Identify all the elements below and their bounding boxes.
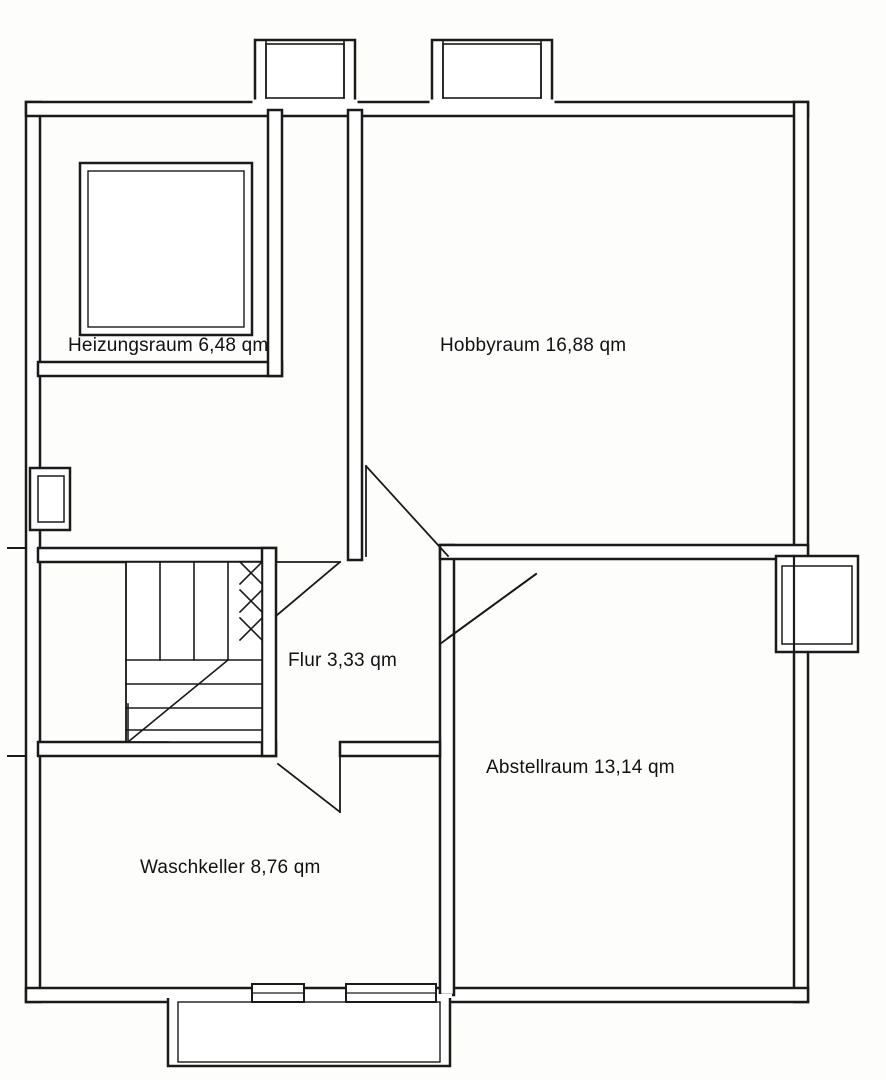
chimney-block [80,163,252,335]
room-label-heizungsraum: Heizungsraum 6,48 qm [68,335,269,356]
inner-wall-hobbyraum-bottom [440,545,808,559]
inner-wall-flur-bottom-left [340,742,440,756]
room-label-flur: Flur 3,33 qm [288,650,398,671]
dimension-ticks [8,548,26,756]
inner-wall-stair-right [262,548,276,756]
window-left-wall [30,468,70,530]
inner-wall-stair-top [38,548,276,562]
room-label-hobbyraum: Hobbyraum 16,88 qm [440,335,627,356]
inner-wall-vertical-abstellraum [440,545,454,995]
room-label-abstellraum: Abstellraum 13,14 qm [486,757,675,778]
inner-wall-stair-bottom [38,742,276,756]
staircase [126,562,262,742]
inner-wall-heizungsraum-bottom [38,362,282,376]
room-label-waschkeller: Waschkeller 8,76 qm [140,857,321,878]
door-swing-hobbyraum [366,466,448,556]
window-right-wall [776,556,858,652]
inner-wall-heizungsraum-right [268,110,282,376]
entrance-bottom [168,996,450,1066]
window-bottom-right [346,984,436,1002]
inner-wall-vertical-main [348,110,362,560]
outer-wall-top [26,102,808,116]
door-swing-waschkeller [278,756,340,812]
window-top-right [432,40,552,102]
window-bottom-left [252,984,304,1002]
door-swing-stair-flur [276,562,340,616]
window-top-left [255,40,355,102]
